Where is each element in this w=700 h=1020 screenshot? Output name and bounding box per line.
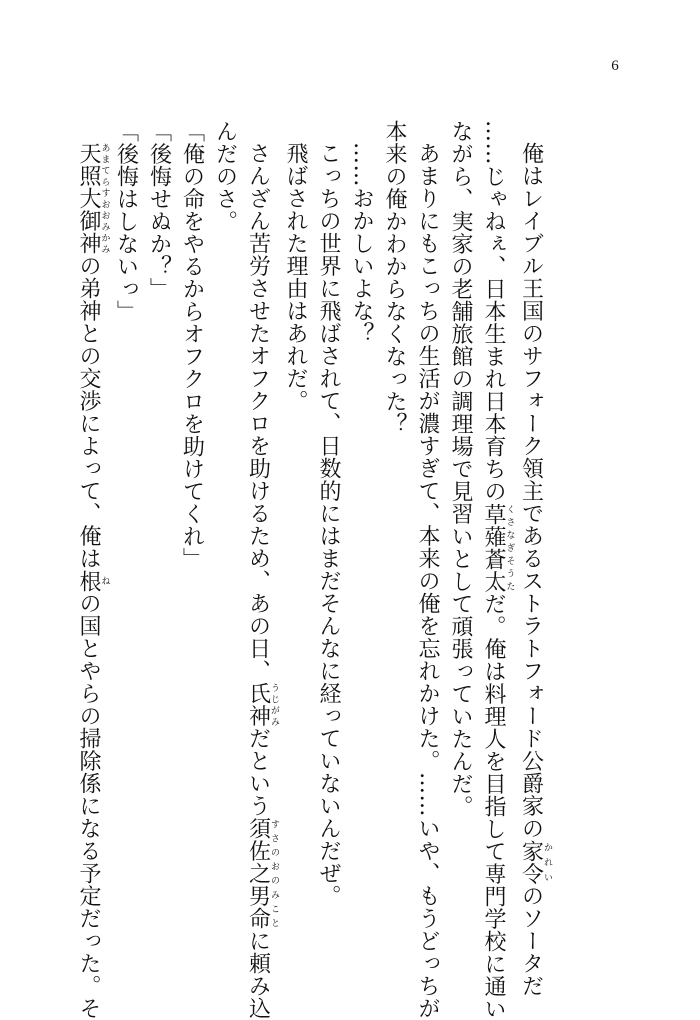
text-line: こっちの世界に飛ばされて、日数的にはまだそんなに経っていないんだぜ。 [316,142,341,907]
page-number: 6 [611,58,619,74]
text-line: 天照大御神あまてらすおおみかみの弟神との交渉によって、俺は根ねの国とやらの掃除係になる予定だった。そ [76,142,110,1020]
text-line: 俺はレイブル王国のサフォーク領主であるストラトフォード公爵家の家令かれいのソータだ [518,142,552,997]
furigana: 須佐之男命すさのおのみこと [245,817,279,930]
dialogue-line: 「後悔はしないっ」 [113,120,139,323]
text-line: さんざん苦労させたオフクロを助けるため、あの日、氏神うじがみだという須佐之男命すさのおのみことに頼み込 [245,142,279,1020]
text-line: 飛ばされた理由はあれだ。 [283,142,308,412]
text-line: ながら、実家の老舗旅館の調理場で見習いとして頑張っていたんだ。 [448,120,473,818]
dialogue-line: 「後悔せぬか？」 [146,120,172,300]
dialogue-line: 「俺の命をやるからオフクロを助けてくれ」 [179,120,205,570]
furigana: 根ね [76,569,110,592]
furigana: 天照大御神あまてらすおおみかみ [76,142,110,255]
text-line: んだのさ。 [212,120,238,233]
text-line: ……おかしいよな？ [349,142,374,345]
text-line: 本来の俺かわからなくなった？ [382,120,407,435]
furigana: 家令かれい [518,839,552,885]
text-line: あまりにもこっちの生活が濃すぎて、本来の俺を忘れかけた。……いや、もうどっちが [415,142,440,1020]
text-line: ……じゃねぇ、日本生まれ日本育ちの草薙蒼太くさなぎそうただ。俺は料理人を目指して専門学校に通い [481,120,515,1020]
body-text [72,120,552,1020]
furigana: 氏神うじがみ [245,682,279,727]
furigana: 草薙蒼太くさなぎそうた [481,502,515,593]
